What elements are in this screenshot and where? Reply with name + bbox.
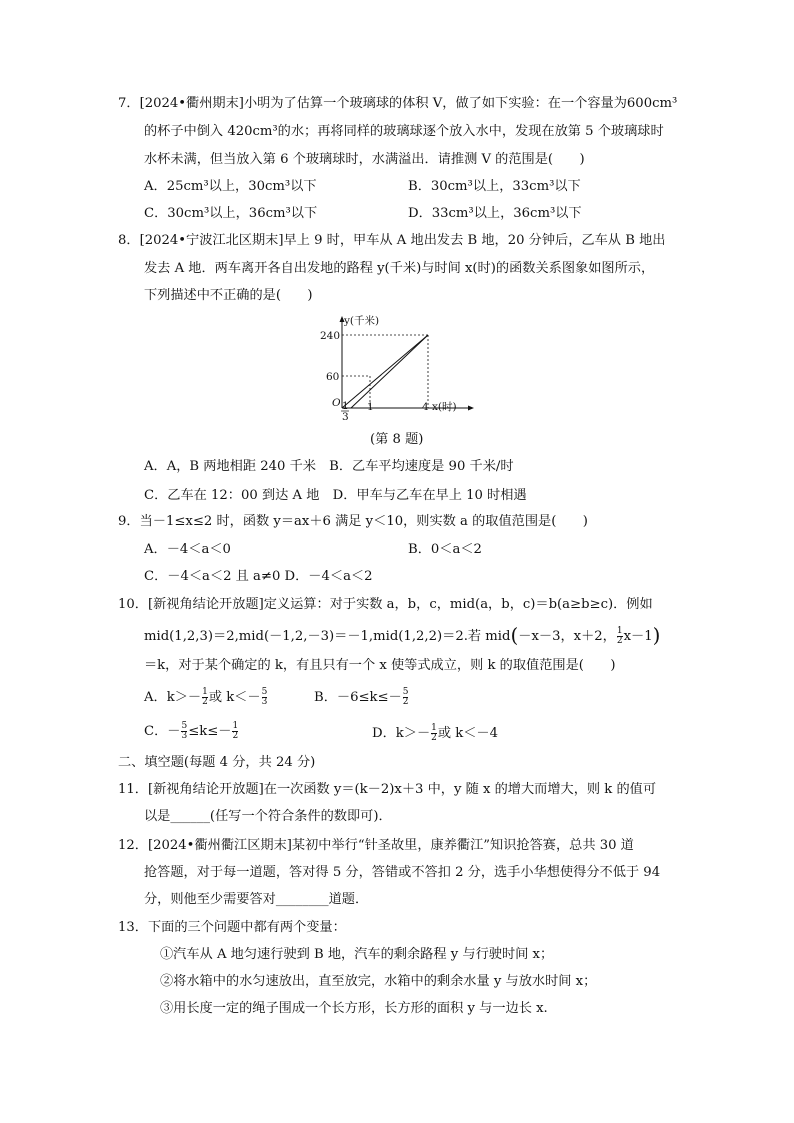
- q7-line-2: 的杯子中倒入 420cm³的水；再将同样的玻璃球逐个放入水中，发现在放第 5 个玻璃球时: [144, 124, 664, 139]
- q10-c-frac-1-2: $\frac{1}{2}$: [232, 721, 239, 741]
- q9-option-a: A．－4＜a＜0: [144, 542, 231, 557]
- q10-paren-open: (: [510, 623, 519, 647]
- q10-b-frac-5-2: $\frac{5}{2}$: [402, 687, 409, 707]
- q10-mid-args: －x－3，x＋2，: [518, 629, 616, 644]
- q10-half-frac: $\frac{1}{2}$: [616, 626, 623, 646]
- q8-line-1: 8．[2024•宁波江北区期末]早上 9 时，甲车从 A 地出发去 B 地，20 分钟后，乙车从 B 地出: [118, 233, 666, 248]
- q7-option-d: D．33cm³以上，36cm³以下: [408, 206, 582, 221]
- q10-line-1: 10．[新视角结论开放题]定义运算：对于实数 a，b，c，mid(a，b，c)＝b(a≥b≥c)．例如: [118, 597, 653, 612]
- q9-options-cd: C．－4＜a＜2 且 a≠0 D．－4＜a＜2: [144, 569, 373, 584]
- q10-option-d: D．k＞－ $\frac{1}{2}$ 或 k＜－4: [372, 723, 499, 743]
- q13-item-3: ③用长度一定的绳子围成一个长方形，长方形的面积 y 与一边长 x.: [160, 1001, 548, 1016]
- q7-option-b: B．30cm³以上，33cm³以下: [408, 179, 581, 194]
- q8-function-graph: [318, 310, 478, 425]
- q12-line-2: 抢答题，对于每一道题，答对得 5 分，答错或不答扣 2 分，选手小华想使得分不低于 94: [144, 865, 661, 880]
- q10-mid-last-arg: x－1: [623, 629, 653, 644]
- q10-option-a: A．k＞－ $\frac{1}{2}$ 或 k＜－ $\frac{5}{3}$: [144, 687, 268, 707]
- q10-option-c: C．－ $\frac{5}{3}$ ≤k≤－ $\frac{1}{2}$: [144, 721, 239, 741]
- x-tick-1: 1: [367, 401, 374, 413]
- q10-mid-examples: mid(1,2,3)＝2,mid(－1,2,－3)＝－1,mid(1,2,2)＝2.若 mid: [144, 629, 511, 644]
- q8-line-2: 发去 A 地．两车离开各自出发地的路程 y(千米)与时间 x(时)的函数关系图象如图所示，: [144, 261, 655, 276]
- x-tick-third-den: 3: [342, 411, 349, 423]
- q10-a-frac-1-2: $\frac{1}{2}$: [202, 687, 208, 707]
- q7-line-1: 7．[2024•衢州期末]小明为了估算一个玻璃球的体积 V，做了如下实验：在一个容量为600cm³: [118, 96, 678, 111]
- q7-line-3: 水杯未满，但当放入第 6 个玻璃球时，水满溢出．请推测 V 的范围是( ): [144, 152, 585, 167]
- q8-options-cd: C．乙车在 12：00 到达 A 地 D．甲车与乙车在早上 10 时相遇: [144, 488, 527, 503]
- q12-line-3: 分，则他至少需要答对________道题．: [144, 892, 369, 907]
- q13-item-1: ①汽车从 A 地匀速行驶到 B 地，汽车的剩余路程 y 与行驶时间 x；: [160, 947, 554, 962]
- y-tick-60: 60: [326, 371, 340, 383]
- q10-d-frac-1-2: $\frac{1}{2}$: [431, 723, 437, 743]
- q7-option-a: A．25cm³以上，30cm³以下: [144, 179, 317, 194]
- y-axis-label: y(千米): [344, 315, 380, 327]
- origin-label: O: [332, 397, 341, 409]
- section-fill-in-title: 二、填空题(每题 4 分，共 24 分): [118, 755, 316, 770]
- q10-line-2: [144, 625, 660, 647]
- q12-line-1: 12．[2024•衢州衢江区期末]某初中举行“针圣故里，康养衢江”知识抢答赛，总共 30 道: [118, 838, 634, 853]
- q8-line-3: 下列描述中不正确的是( ): [144, 288, 313, 303]
- q10-line-3: ＝k，对于某个确定的 k，有且只有一个 x 使等式成立，则 k 的取值范围是( ): [144, 658, 616, 673]
- q8-figure-caption: (第 8 题): [370, 432, 424, 447]
- x-tick-third-num: 1: [342, 400, 349, 412]
- q10-option-b: B．－6≤k≤－ $\frac{5}{2}$: [314, 687, 409, 707]
- q13-item-2: ②将水箱中的水匀速放出，直至放完，水箱中的剩余水量 y 与放水时间 x；: [160, 974, 597, 989]
- car-jia-line: [342, 335, 428, 408]
- q9-option-b: B．0＜a＜2: [408, 542, 482, 557]
- q11-line-2: 以是______(任写一个符合条件的数即可)．: [144, 809, 392, 824]
- q10-a-frac-5-3: $\frac{5}{3}$: [261, 687, 268, 707]
- car-yi-line: [351, 335, 428, 408]
- x-tick-4: 4: [422, 401, 429, 413]
- q11-line-1: 11．[新视角结论开放题]在一次函数 y＝(k－2)x＋3 中，y 随 x 的增大而增大，则 k 的值可: [118, 782, 657, 797]
- q9-line-1: 9．当－1≤x≤2 时，函数 y＝ax＋6 满足 y＜10，则实数 a 的取值范围是( ): [118, 514, 588, 529]
- q10-c-frac-5-3: $\frac{5}{3}$: [181, 721, 188, 741]
- x-axis-arrow: [468, 406, 474, 411]
- q8-options-ab: A．A，B 两地相距 240 千米 B．乙车平均速度是 90 千米/时: [144, 459, 514, 474]
- q10-paren-close: ): [652, 623, 661, 647]
- x-axis-label: x(时): [432, 401, 457, 413]
- q7-option-c: C．30cm³以上，36cm³以下: [144, 206, 318, 221]
- y-tick-240: 240: [320, 330, 341, 342]
- q13-line-1: 13．下面的三个问题中都有两个变量：: [118, 920, 346, 935]
